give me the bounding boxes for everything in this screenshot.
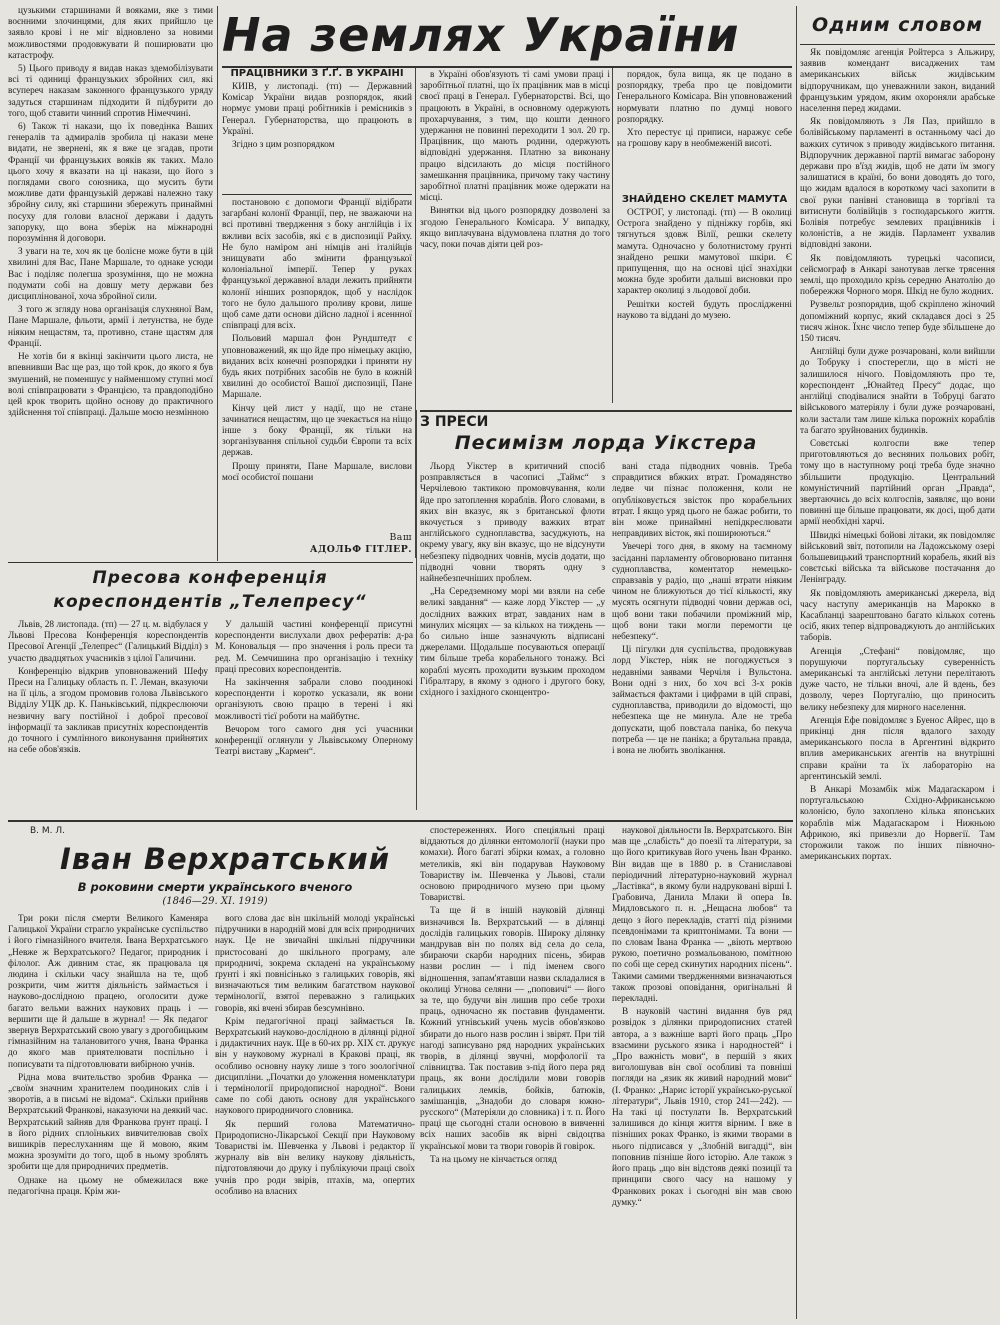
news-item: В Анкарі Мозамбік між Мадаґаскаром і португальською Східно-Африканською колонією, було захоплено кілька японських кораблів між Мадаґаскаром і Нижньою Африкою, які привезли до Норвегії. Там сторожили також по інших півночно-американських портах. <box>800 785 995 863</box>
paragraph: Як перший голова Математично-Природописно-Лікарської Секції при Науковому Товаристві ім. Шевченка у Львові і редактор її журналу вів він велику наукову діяльність, підготовляючи до друку і публікуючи праці своїх учнів про роди звірів, птахів, ма, опертих особливо на власних <box>215 1119 415 1197</box>
sidebar-news-list <box>800 48 995 1319</box>
news-item: Швидкі німецькі бойові літаки, як повідомляє військовий звіт, потопили на Ладожському озері большевицький транспортний корабель, який віз совєтські війська та військове постачання до Ленінграду. <box>800 530 995 586</box>
obituary-subtitle: В роковини смерти українського вченого <box>77 880 353 894</box>
paragraph: Не хотів би я вкінці закінчити цього листа, не впевнивши Вас ще раз, що той крок, до якого я був змушений, не поменшує у найменшому ступні моєї волі співпрацювати з Францією, та правдоподібно цей крок творить щойно основу до практичного здійснення тої співпраці. Дальше моєю незмінною <box>8 352 213 419</box>
paragraph: Та на цьому не кінчається огляд <box>430 1154 557 1165</box>
hitler-letter-continuation <box>8 6 213 561</box>
paragraph: Кінчу цей лист у надії, що не стане зачинатися нещастям, що це зчекається на ніщо інше з боку Франції, як тільки на зорганізування спільної судьби Європи та всіх держав. <box>222 403 412 459</box>
paragraph: Рідна мова вчительство зробив Франка — „своїм значним хранителем поодиноких слів і зворотів, а в письмі не відома“. Скільки прийняв Верхратський Франкові, наказуючи на деякий час. Верхратський зайняв для Франкова ґрунт праці. І в його рідних сплоїньких вивчителював своїх вишикрів переслуханням ще й мовою, яким можна зрозуміти до того, щоб в ньому зроблять зробити ще для природничих предметів. <box>8 1072 208 1173</box>
paragraph: Три роки після смерти Великого Каменяра Галицької України страгло українське суспільство і його гімназійного вчителя. Івана Верхратського „Невже ж Верхратського? Педагог, природник і філолог. Аж дивним стає, як працювала ця людина і скільки часу знайшла на те, щоб розкрити, чим життя діяльність займається і науково-дослідною працею, оголосити дуже багато вельми важних наукових праць і — вершити ще й дальше в журнал! — Як педагог звернув Верхратський свою увагу з дрогобицьким гімназійним на талановитого учня, Івана Франка до якого мав приятелювати поспільно і пописувати та підготовлювати вибірною учнів. <box>8 914 208 1070</box>
paragraph: ОСТРОГ, у листопаді. (тп) — В околиці Острога знайдено у підніжку горбів, які тягнуться здовж Вілії, решки скелету мамута. Одночасно у болотнистому ґрунті знайдено решки мамутової шкіри. Є припущення, що на основі цієї знахідки можна буде зробити дальші висновки про характер околиці з льодової доби. <box>617 208 792 297</box>
paragraph: наукової діяльности Ів. Верхратського. Він мав ще „слабість“ до поезії та літератури, за що його критикував його учень Іван Франко. Він видав ще в 1880 р. в Станиславові періодичний літературно-науковий журнал „Ластівка“, в якому були надруковані вірші І. Грабовича, Данила Млаки й опера Ів. Мидловського п. н. „Нещасна любов“ та дещо з його перекладів, статті під різними псевдонімами та криптонімами. Та вони — по словам Івана Франка — „віють мертвою рукою, поетично розмальованою, помітною по собі ще серед скинутих народних пісень“. Такими самими твердженнями визначаються також прозові оповідання, оригінальні й перекладні. <box>612 826 792 1005</box>
obituary-title: Іван Верхратський <box>60 842 391 876</box>
paragraph: постановою є допомоги Франції відібрати загарбані колонії Франції, пер, не зважаючи на всі противні твердження з боку англійців і їх вжливи всіх засобів, які є в диспозиції Райху. Не було наміром ані німців ані італійців знищувати або змінити французької колоніальної імперії. Тепер у руках французької державної влади лежить прийняти колонії нінших розпорядок, щоб у наслідок того не було дальшого проливу крови, лише щоб саме дати основи дійсно ладної і ясеннної співпраці для всіх. <box>222 198 412 332</box>
paragraph: 6) Також ті накази, що їх поведінка Ваших генералів та адмиралів зробила ці накази мене видати, не звернені, як я вже це згадав, проти Франції чи французьких вояків як таких. Мало цього хочу я вказати на ці накази, що його з поглядами свого союзника, що мусить бути можливе дати французькій державі належно таку збройну силу, які старшини збережуть принаймні посуху для голови власної держави і дадуть запоруку, що вона зберіж на міжнародні порозуміння й договори. <box>8 122 213 245</box>
letter-closing: Ваш <box>389 532 412 543</box>
paragraph: Винятки від цього розпорядку дозволені за згодою Генерального Комісара. У випадку, якщо виплачувана відумовлена платня до того часу, поки почав діяти цей роз- <box>420 206 610 251</box>
paragraph: Хто перестує ці приписи, наражує себе на грошову кару в необмеженій висоті. <box>617 128 792 150</box>
press-conference-col1 <box>8 620 208 812</box>
obituary-dates: (1846—29. XI. 1919) <box>162 896 268 907</box>
workers-article-col2 <box>420 70 610 400</box>
news-item: Рузвельт розпорядив, щоб скріплено жіночий допоміжний корпус, який складався досі з 25 тисяч жінок. Їхнє число тепер буде збільшене до 150 тисяч. <box>800 300 995 345</box>
news-item: Як повідомляють з Ля Паз, прийшло в болівійському парламенті в останньому часі до важких сутичок з приводу жидівського питання. Відпоручник державної партії вимагає заборону держави про в'їзд жидів, щоб не дати їм змогу залишатися в країні, бо вони доводять до того, що жидам вдалося в короткому часі захопити в свої руки панівні становища в торгівлі та витиснути болівійців з господарського життя. Болівія потребує землевих працівників і колоністів, а не жидів. Парламент ухвалив відповідні закони. <box>800 117 995 251</box>
press-article-col1 <box>420 462 605 802</box>
obituary-col2 <box>215 914 415 1319</box>
letter-signature: АДОЛЬФ ГІТЛЕР. <box>309 544 412 555</box>
press-article-col2 <box>612 462 792 802</box>
paragraph: Конференцію відкрив уповноважений Шефу Преси на Галицьку область п. Г. Леман, вказуючи на її ціль, а згодом промовив голова Львівського Відділу УЦК др. К. Паньківський, підкреслюючи незвичну вагу постійної і доброї пресової інформації та закликав присутніх кореспондентів до точного і сумлінного виконування прийнятих на себе обов'язків. <box>8 666 208 756</box>
paragraph: Увечері того дня, в якому на таємному засіданні парламенту обговорювано питання судноплавства, коментатор немецько-справзавів у радіо, що „наші втрати ніяким чином не ближуються до тієї кількості, яку мусять осягнути підводні човни держав осі, щоб вони таки побачили проміжний мір, щоб вони таки могли перемогти це небезпеку“. <box>612 542 792 643</box>
paragraph: 5) Цього приводу я видав наказ здемобілізувати всі ті одиниці французьких збройних сил, які всупереч наказам законного французького уряду задуться старшинам підходити й підбурити до того, щоб ставити чинний спротив Німеччині. <box>8 64 213 119</box>
paragraph: Льорд Уікстер в критичний спосіб розправляється в часописі „Таймс“ з Черчілевою тактикою промовчування, коли йде про затоплення кораблів. Його словами, в яких він вказує, як з британської флоти вкочується з приводу важких втрат англійського судноплавства, засуджують, на окрему увагу, яку він вказує, що не відсунути небезпеку підводних човнів, мусів додати, що підводні човни творять одну з найнебезпечніших проблем. <box>420 462 605 585</box>
paragraph: вані стада підводних човнів. Треба справдитися вбжких втрат. Громадянство ледве чи пізнає положення, коли не опубліковується звісток про корабельних втрат. І якщо уряд цього не бажає робити, то він може принаймні непідкреслювати неправдивих вісток, які поширюються.“ <box>612 462 792 540</box>
paragraph: Та ще й в іншій науковій ділянці визначився Ів. Верхратський — в ділянці дослідів галицьких говорів. Широку ділянку мандрував він по полях від села до села, збираючи скарби народних пісень, збирав назви рослин — і під іменем свого відношення, запам'ятавши назви складалися в околиці Угнова селяни — „поповичі“ — його за те, що будучи він лишив про себе трохи праць, одночасно як поставив фундаменти. Кожний угнівський учень мусів обов'язково збирати до нього назв рослин і звірят. При тій нагоді записувано ряд народних українських творів, в ділянці звучні, морфології та слівництва. Так поставив з-під його пера ряд праць, як вони дослідили мови говорів галицьких лемків, бойків, батюків, замішанців, „Знадоби до словаря южно-русского“ (Матеріяли до словника) і т. п. Його праці ще сьогодні стали основою в вивченні всіх наших засобів як вірні свідоцтва української мови та твори говорів й говірок. <box>420 906 605 1152</box>
paragraph: Решітки костей будуть прослідженні науково та віддані до музею. <box>617 299 792 321</box>
obituary-byline: В. М. Л. <box>30 826 66 836</box>
paragraph: КИЇВ, у листопаді. (тп) — Державний Комісар України видав розпорядок, який нормує умови праці робітників і ремісників з Генерал. Губернаторства, що працюють в Україні. <box>222 82 412 137</box>
paragraph: У дальшій частині конференції присутні кореспонденти вислухали двох рефератів: д-ра М. Коновальця — про значення і роль преси та ред. М. Семчишина про організацію і техніку праці пресових кореспондентів. <box>215 620 413 675</box>
paragraph: Львів, 28 листопада. (тп) — 27 ц. м. відбулася у Львові Пресова Конференція кореспондентів Пресової Агенції „Телепрес“ (Галицький Відділ) з участю двадцятьох учасників з цілої Галичини. <box>8 620 208 664</box>
obituary-col1 <box>8 914 208 1319</box>
paragraph: Однаке на цьому не обмежилася вже педагогічна праця. Крім жи- <box>8 1175 208 1197</box>
paragraph: Прошу приняти, Пане Маршале, вислови моєї особистої пошани <box>222 461 412 483</box>
workers-article-title: ПРАЦІВНИКИ З Ґ.Ґ. В УКРАЇНІ <box>230 68 404 79</box>
paragraph: вого слова дає він шкільній молоді українські підручники в народній мові для всіх природничих наук. Це не звичайні шкільні підручники пристосовані до шкільного програму, але природничі, зокрема складені на українському ґрунті і які повнісінько з галицьких говорів, які визначаються тим великим багатством наукової термінології, взятої переважно з галицьких говорів, які вчені збирав безсумнівно. <box>215 914 415 1014</box>
press-article-title: Песимізм лорда Уікстера <box>454 432 758 454</box>
paragraph: в Україні обов'язують ті самі умови праці і заробітньої платні, що їх працівник мав в місці своєї праці в Генерал. Губернаторстві. Всі, що працюють в Україні, в основному одержують прохарчування, з тим, що кошти денного удержання не повинні переходити 1 зол. 20 гр. Працівник, що мають родини, одержують відповідні удержання. Платню за виконану працю відсилають до місця постійного замешкання працівника, причому таку частину заробітної платні працівник може одержати на місці. <box>420 70 610 204</box>
workers-article-col3 <box>617 70 792 192</box>
paragraph: Польовий маршал фон Рундштедт є уповноважений, як що йде про німецьку акцію, виданих всіх конечні розпорядки і приняти ну будь яких потрібних засобів не було в кожній хвилині до особистої Вашої диспозиції, Пане Маршале. <box>222 334 412 401</box>
press-conference-title: Пресова конференція кореспондентів „Телепресу“ <box>53 568 367 612</box>
paragraph: З уваги на те, хоч як це болісне може бути в цій хвилині для Вас, Пане Маршале, то однаке усюди Вас і поділяє полегша зрозуміння, що не можна подумати собі на довшу мету держави без дисциплінованої, хоча збройної сили. <box>8 247 213 303</box>
masthead-title: На землях України <box>222 8 740 62</box>
news-item: Як повідомляють американські джерела, від часу наступу американців на Марокко в Касабланці заарештовано багато кількох сотень осіб, яких тепер відпроваджують до англійських таборів. <box>800 588 995 644</box>
paragraph: цузькими старшинами й вояками, яке з тими воєнними злочинцями, для яких прийшло це заявло крові і не міг відновлено за новими можливостями продовжувати й поширювати цю катастрофу. <box>8 6 213 61</box>
paragraph: Вечором того самого дня усі учасники конференції оглянули у Львівському Оперному Театрі виставу „Кармен“. <box>215 724 413 758</box>
press-section-label: З ПРЕСИ <box>420 414 489 430</box>
news-item: Агенція „Стефані“ повідомляє, що порушуючи португальську суверенність американські та англійські летуни перелітають дуже часто, не тільки вночі, але й вдень, без дозволу, через Португалію, що приносить велику небезпеку для мирного населення. <box>800 646 995 713</box>
news-item: Як повідомляють турецькі часописи, сейсмограф в Анкарі занотував легке трясення землі, що проходило крізь середню Анатолію до побережжя Чорного моря. Шкід не було жодних. <box>800 253 995 298</box>
press-conference-col2 <box>215 620 413 812</box>
paragraph: спостереженнях. Його спеціяльні праці віддаються до ділянки ентомології (науки про комахи). Його багаті збірки комах, а головно метеликів, які він подарував Науковому Товариству ім. Шевченка у Львові, стали основою природничого музею при цьому Товаристві. <box>420 826 605 904</box>
obituary-col3 <box>420 826 605 1319</box>
paragraph: В науковій частині видання був ряд розвідок з ділянки природописних статей автора, а з важніше варті його праць „Про взаємини руського язика і народностей“ і „Про важність мови“, в першій з яких виголошував він свої особливі та повніші погляди на „язик як живий народний мови“ (І. Франко: „Нарис історії українсько-руської літератури“, Львів 1910, стор 241—242). — На такі ці постулати Ів. Верхратський залишився до кінця життя вірним. І вже в пізніших роках Франко, із якими творами в нього підписався у „Злобній вигадці“, він поповнив пізніше його історію. Але також з його праць „що він відстояв деякі позиції та принципи свого часу на нашому у Франкових роках і сьогодні він мав свою думку.“ <box>612 1007 792 1208</box>
paragraph: порядок, була вища, як це подано в розпорядку, треба про це повідомити Генерального Комісара. Він уповноважений нормувати платню по думці нового розпорядку. <box>617 70 792 125</box>
news-item: Совєтські колгоспи вже тепер приготовляються до весняних польових робіт, тому що в наступному році треба буде значно збільшити продукцію. Центральний комуністичний партійний орган „Правда“, звертаючись до всіх колгоспів, заявляє, що вони повинні ще більше працювати, як досі, щоб дати армії необхідні харчі. <box>800 438 995 528</box>
mammoth-article-title: ЗНАЙДЕНО СКЕЛЕТ МАМУТА <box>621 194 788 205</box>
paragraph: З того ж згляду нова організація слухняної Вам, Пане Маршале, фльоти, армії і летунства, не буде ніяким нещастям, та, противно, стане щастям для Франції. <box>8 305 213 349</box>
workers-article-col1 <box>222 82 412 192</box>
news-item: Англійці були дуже розчаровані, коли вийшли до Тобруку і спостерегли, що в місті не залишилося нічого. Повідомляють про те, кореспондент „Юнайтед Пресу“ додає, що англійці сподівалися знайти в Тобруці багато військового матеріялу і були дуже розчаровані, коли застали там лише кілька порожніх кораблів та багато зруйнованих будинків. <box>800 347 995 436</box>
paragraph: Ці пігулки для суспільства, продовжував лорд Уікстер, ніяк не погоджується з недавніми заявами Черчіля і Вульстона. Вони одні з них, бо хоч всі 3-х років займається фактами і цифрами в цій справі, судноплавства, приводили до відомості, що небезпека ще не минула. Але не треба допускати, щоб повстала паніка, бо пекуча потреба — це не паніка; а брутальна правда, і вона не любить зволікання. <box>612 645 792 757</box>
news-item: Агенція Ефе повідомляє з Буенос Айрес, що в прикінці дня після вдалого заходу американського посла в Аргентині відкрито вплив американських агентів на внутрішні справи країни та їх лабораторію на аргентинській землі. <box>800 715 995 782</box>
paragraph: Крім педагогічної праці займається Ів. Верхратський науково-дослідною в ділянці рідної і дидактичних наук. Ще в 60-их рр. XIX ст. друкує він у науковому журналі в Кракові праці, як особливо основну науку лише з того зоологічної дисципліни. „Початки до уложення номенклатури і термінології природописної народної“. Вони саме по собі дають основу для українського наукового природничого словника. <box>215 1016 415 1117</box>
paragraph: „На Середземному морі ми взяли на себе великі завдання“ — каже лорд Уікстер — „у дослідних важких втрат, завданих нам в минулих місяцях — за кількох на тиждень — бо сильно інше зазначують відписані джерелами. Щодальше посуваються операції тим більше треба корабельного тонажу. Всі кораблі мусять проходити вузьким проходом Гібралтару, в якому з одного і другого боку, східного і західного сконцентро- <box>420 587 605 699</box>
hitler-letter-body <box>222 198 412 538</box>
paragraph: На закінчення забрали слово поодинокі кореспонденти і коротко усказали, як вони організують свою працю в терені і які можливості тієї роботи на майбутнє. <box>215 678 413 722</box>
obituary-col4 <box>612 826 792 1319</box>
paragraph: Згідно з цим розпорядком <box>232 140 335 151</box>
news-item: Як повідомляє агенція Ройтерса з Альжиру, заявив комендант висаджених там американських військ жидівським відпоручникам, що уневажнили закон, виданий французьким урядом, яким охороняли арабське населення перед жидами. <box>800 48 995 115</box>
mammoth-article-body <box>617 208 792 413</box>
sidebar-title: Одним словом <box>812 14 983 36</box>
